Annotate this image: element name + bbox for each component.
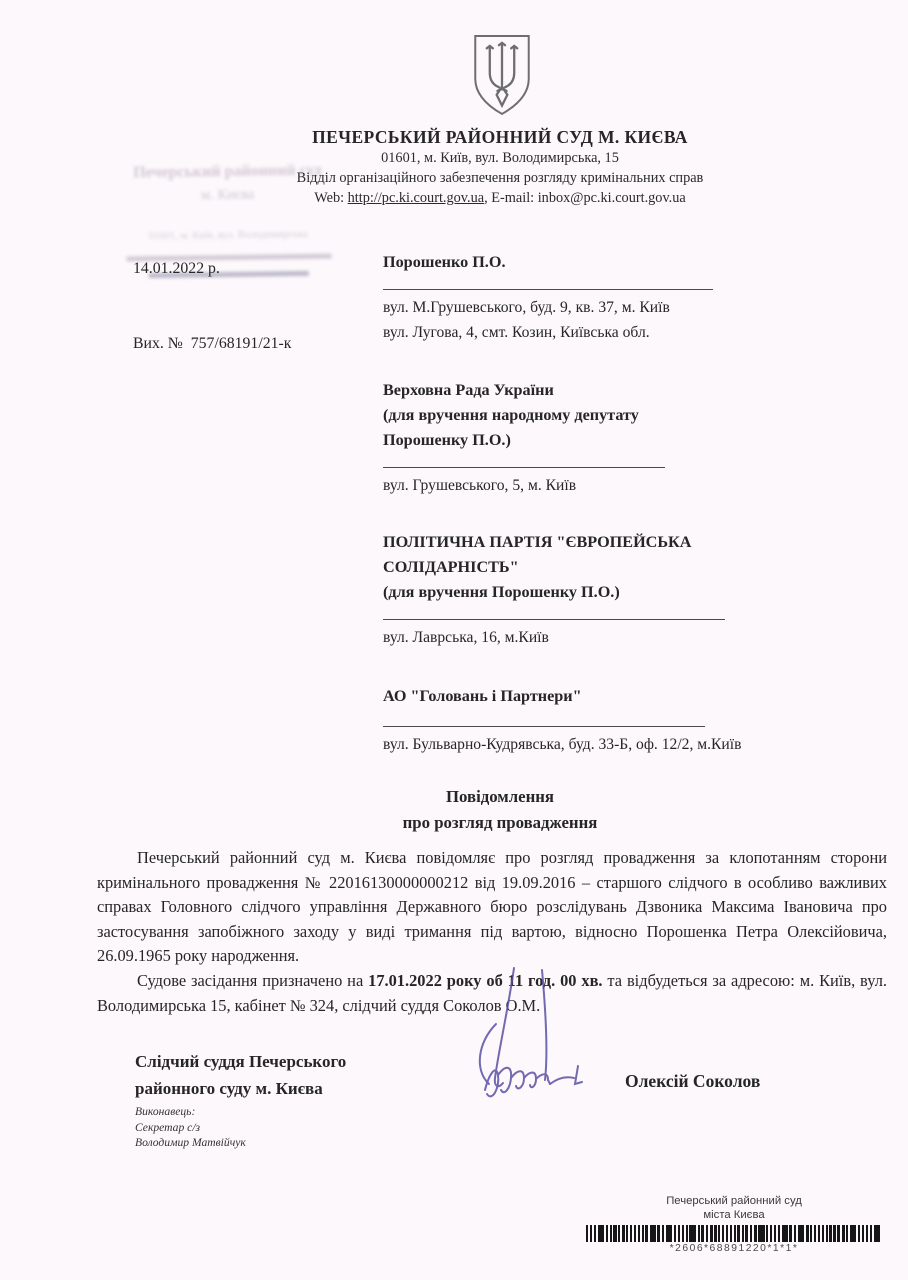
executor-name: Володимир Матвійчук bbox=[135, 1136, 246, 1149]
executor-label: Виконавець: bbox=[135, 1105, 196, 1118]
recipient-address: вул. М.Грушевського, буд. 9, кв. 37, м. Київ bbox=[383, 299, 670, 316]
recipient-name: Верховна Рада України bbox=[383, 381, 554, 399]
recipient-address: вул. Лугова, 4, смт. Козин, Київська обл. bbox=[383, 324, 650, 341]
court-email: , E-mail: inbox@pc.ki.court.gov.ua bbox=[484, 190, 686, 206]
judge-title-line2: районного суду м. Києва bbox=[135, 1079, 323, 1098]
web-label: Web: bbox=[314, 190, 348, 206]
recipient-name: (для вручення Порошенку П.О.) bbox=[383, 583, 620, 601]
recipient-name: Порошенко П.О. bbox=[383, 253, 506, 271]
hearing-sentence-start: Судове засідання призначено на bbox=[137, 970, 369, 990]
barcode-number: *2606*68891220*1*1* bbox=[669, 1243, 799, 1254]
document-date: 14.01.2022 р. bbox=[133, 260, 220, 277]
court-name: ПЕЧЕРСЬКИЙ РАЙОННИЙ СУД М. КИЄВА bbox=[312, 127, 688, 147]
letterhead bbox=[250, 126, 750, 208]
judge-title-caption bbox=[135, 1048, 346, 1102]
address-divider-line bbox=[383, 289, 713, 290]
recipient-name: Порошенку П.О.) bbox=[383, 431, 511, 449]
court-address: 01601, м. Київ, вул. Володимирська, 15 bbox=[381, 150, 619, 166]
address-divider-line bbox=[383, 726, 705, 727]
recipient-address: вул. Грушевського, 5, м. Київ bbox=[383, 477, 577, 494]
recipient-name: СОЛІДАРНІСТЬ" bbox=[383, 558, 519, 576]
recipient-address: вул. Лаврська, 16, м.Київ bbox=[383, 629, 549, 646]
barcode-court-line1: Печерський районний суд bbox=[666, 1195, 802, 1207]
barcode-stripes bbox=[586, 1225, 882, 1242]
recipient-block-poroshenko bbox=[383, 250, 863, 345]
registration-barcode-block bbox=[586, 1194, 882, 1254]
faded-stamp-line: Печерський районний суд bbox=[133, 161, 322, 182]
recipient-name: (для вручення народному депутату bbox=[383, 406, 639, 424]
document-title-line2: про розгляд провадження bbox=[402, 813, 598, 832]
executor-role: Секретар с/з bbox=[135, 1120, 201, 1134]
body-paragraph-1: Печерський районний суд м. Києва повідомляє про розгляд провадження за клопотанням сторони кримінального провадження № 22016130000000212 від 19.09.2016 – старшого слідчого в особливо важливих справах Головного слідчого управління Державного бюро розслідувань Дзвоника Максима Івановича про застосування запобіжного заходу у виді тримання під вартою, відносно Порошенка Петра Олексійовича, 26.09.1965 року народження. bbox=[97, 848, 887, 966]
recipient-address: вул. Бульварно-Кудрявська, буд. 33-Б, оф. 12/2, м.Київ bbox=[383, 736, 742, 753]
document-title bbox=[300, 784, 700, 836]
faded-stamp-line: 01601, м. Київ, вул. Володимирська bbox=[148, 228, 308, 243]
ukraine-trident-emblem-icon bbox=[456, 33, 548, 117]
judge-name: Олексій Соколов bbox=[625, 1071, 761, 1091]
document-meta bbox=[133, 206, 291, 381]
recipient-name: АО "Головань і Партнери" bbox=[383, 687, 582, 705]
recipient-block-political-party bbox=[383, 530, 863, 650]
court-contacts bbox=[250, 188, 750, 208]
document-title-line1: Повідомлення bbox=[445, 787, 555, 806]
executor-caption bbox=[135, 1104, 246, 1151]
recipient-block-law-firm bbox=[383, 684, 863, 757]
outgoing-ref-number: Вих. № 757/68191/21-к bbox=[133, 335, 292, 352]
court-website-url: http://pc.ki.court.gov.ua bbox=[347, 190, 485, 206]
barcode-court-line2: міста Києва bbox=[703, 1209, 765, 1221]
recipient-name: ПОЛІТИЧНА ПАРТІЯ "ЄВРОПЕЙСЬКА bbox=[383, 533, 692, 551]
hearing-date-time: 17.01.2022 року об 11 год. 00 хв. bbox=[368, 970, 603, 990]
handwritten-signature-ink bbox=[462, 962, 612, 1114]
faded-stamp-line: м. Києва bbox=[200, 186, 255, 204]
court-department: Відділ організаційного забезпечення розгляду кримінальних справ bbox=[296, 170, 704, 186]
hearing-sentence-end: та відбудеться за адресою: м. Київ, вул. Володимирська 15, кабінет № 324, слідчий суддя Соколов О.М. bbox=[97, 970, 887, 1015]
address-divider-line bbox=[383, 467, 665, 468]
judge-title-line1: Слідчий суддя Печерського bbox=[135, 1052, 347, 1071]
recipient-block-verkhovna-rada bbox=[383, 378, 863, 498]
address-divider-line bbox=[383, 619, 725, 620]
